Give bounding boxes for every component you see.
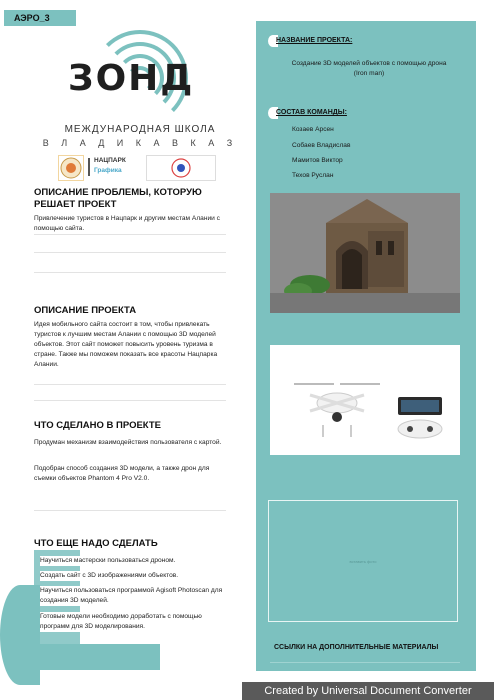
team-member: Козаев Арсен xyxy=(292,126,334,133)
links-title: ССЫЛКИ НА ДОПОЛНИТЕЛЬНЫЕ МАТЕРИАЛЫ xyxy=(274,644,439,651)
emblem-logo xyxy=(58,155,84,181)
school-name: МЕЖДУНАРОДНАЯ ШКОЛА xyxy=(64,124,216,135)
team-heading: СОСТАВ КОМАНДЫ: xyxy=(276,109,347,116)
church-3d-model-image xyxy=(270,193,460,313)
project-name-text: Создание 3D моделей объектов с помощью дрона (Iron man) xyxy=(291,60,447,77)
divider xyxy=(34,252,226,253)
partner-logo-3 xyxy=(146,155,216,181)
todo-item: Научиться мастерски пользоваться дроном. xyxy=(40,556,230,566)
done-title: ЧТО СДЕЛАНО В ПРОЕКТЕ xyxy=(34,420,161,431)
todo-title: ЧТО ЕЩЕ НАДО СДЕЛАТЬ xyxy=(34,538,162,550)
team-member: Мамитов Виктор xyxy=(292,157,343,164)
city-name: В Л А Д И К А В К А З xyxy=(42,138,238,148)
done-text-1: Продуман механизм взаимодействия пользователя с картой. xyxy=(34,439,222,446)
natspark-logo: НАЦПАРК Графика xyxy=(88,156,138,178)
logo-title: ЗОНД xyxy=(68,58,195,99)
todo-item: Готовые модели необходимо доработать с помощью программ для 3D моделирования. xyxy=(40,612,230,632)
placeholder-text: вставить фото xyxy=(349,559,377,564)
description-text: Идея мобильного сайта состоит в том, чтобы привлекать туристов к лучшим местам Алании с помощью 3D моделей объектов. Этот сайт поможет повысить уровень туризма в стране. Также мы поможем показать все красоты Нацпарка Алании. xyxy=(34,321,218,368)
team-member: Техов Руслан xyxy=(292,172,334,179)
team-member: Собаев Владислав xyxy=(292,142,351,149)
project-name-heading: НАЗВАНИЕ ПРОЕКТА: xyxy=(276,37,353,44)
done-text-2: Подобран способ создания 3D модели, а также дрон для съемки объектов Phantom 4 Pro V2.0. xyxy=(34,465,210,482)
description-title: ОПИСАНИЕ ПРОЕКТА xyxy=(34,305,137,316)
drone-image xyxy=(270,345,460,455)
divider xyxy=(34,234,226,235)
divider xyxy=(34,510,226,511)
photo-placeholder xyxy=(268,500,458,622)
problem-title: ОПИСАНИЕ ПРОБЛЕМЫ, КОТОРУЮ РЕШАЕТ ПРОЕКТ xyxy=(34,187,202,210)
decorative-shape xyxy=(0,585,40,685)
decorative-shape xyxy=(30,644,160,670)
todo-item: Научиться пользоваться программой Agisoft Photoscan для создания 3D моделей. xyxy=(40,586,230,606)
problem-text: Привлечение туристов в Нацпарк и другим местам Алании с помощью сайта. xyxy=(34,215,220,232)
converter-watermark: Created by Universal Document Converter xyxy=(242,682,494,700)
divider xyxy=(270,662,460,663)
divider xyxy=(34,400,226,401)
project-tag: АЭРО_3 xyxy=(4,10,76,26)
divider xyxy=(34,384,226,385)
divider xyxy=(34,272,226,273)
todo-item: Создать сайт с 3D изображениями объектов. xyxy=(40,571,230,581)
